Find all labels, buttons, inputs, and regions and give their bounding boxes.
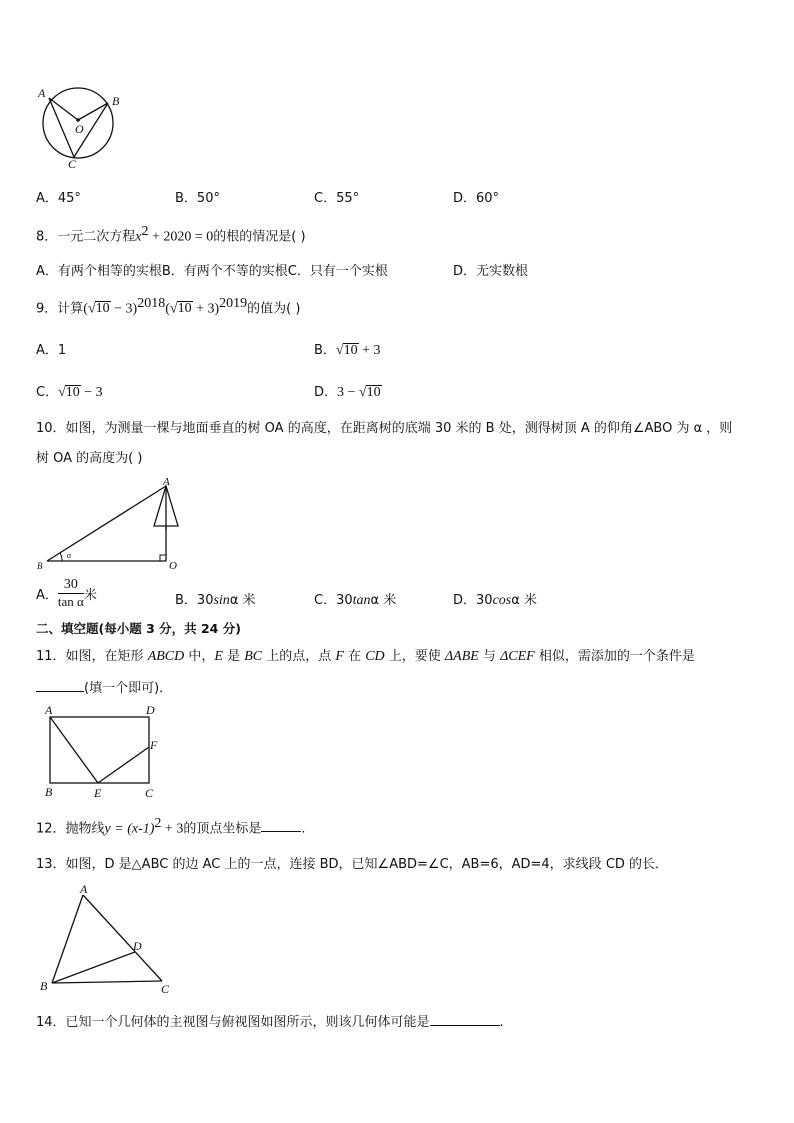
q9-rest1: − 3) [110,301,138,317]
option-label: A． [36,588,58,603]
q10-option-d [453,589,537,609]
q8-suffix: 的根的情况是( ) [213,229,306,245]
q9-option-c [36,381,103,401]
trig-fn: sin [213,593,230,608]
label-C: C [145,786,154,800]
label-E: E [94,786,102,800]
option-label: C．30 [314,593,353,608]
q12-stem [36,816,305,837]
q9-option-a: A．1 [36,343,67,358]
trig-fn: tan [352,593,371,608]
q12-suffix: 的顶点坐标是 [183,821,262,837]
q10-option-c [314,589,396,609]
q9-prefix: 9．计算 [36,301,84,317]
q8-options-abc: A．有两个相等的实根B．有两个不等的实根C．只有一个实根 [36,264,388,279]
option-label: D．30 [453,593,493,608]
q9-exp2: 2019 [219,296,248,311]
q12-eq: y = (x-1) [104,821,155,837]
q13-stem: 13．如图，D 是△ABC 的边 AC 上的一点，连接 BD，已知∠ABD=∠C，AB=6，AD=4，求线段 CD 的长． [36,857,669,872]
q11-text: 相似，需添加的一个条件是 [534,649,695,664]
q9-option-b [314,339,381,359]
option-label: C． [36,385,59,400]
option-rest: α 米 [370,593,397,608]
q9-exp1: 2018 [137,296,166,311]
q8-exp: 2 [141,224,149,239]
q11-var: ΔCEF [500,649,535,664]
q11-text: 11．如图，在矩形 [36,649,148,664]
label-B: B [45,785,53,799]
label-F: F [150,738,158,752]
q11-var: CD [365,649,385,664]
trig-fn: cos [492,593,512,608]
q12-eq-rest: + 3 [161,821,184,837]
q9-suffix: 的值为( ) [247,301,301,317]
q9-stem [36,296,300,317]
q14-text: 14．已知一个几何体的主视图与俯视图如图所示，则该几何体可能是 [36,1015,430,1030]
circle-figure [36,86,126,171]
q11-text: 在 [343,649,366,664]
q9-option-d [314,381,382,401]
numerator: 30 [58,577,84,594]
option-pre: 3 − [337,385,359,400]
label-O: O [75,122,84,136]
option-rest: α 米 [229,593,256,608]
label-D: D [146,703,155,717]
q11-text: 上的点，点 [262,649,336,664]
q7-option-c: C．55° [314,191,360,206]
denominator: tan α [57,594,84,609]
label-A: A [45,703,53,717]
q9-rad1: 10 [95,301,110,317]
option-label: B． [314,343,336,358]
answer-blank[interactable] [36,679,84,692]
q11-text: (填一个即可)． [84,681,173,696]
label-D: D [133,939,142,953]
q11-var: F [335,649,344,664]
radicand: 10 [65,385,80,400]
sqrt-symbol: √ [87,301,96,317]
q8-prefix: 8．一元二次方程 [36,229,136,245]
label-A: A [80,882,88,896]
q7-option-b: B．50° [175,191,220,206]
label-C: C [161,982,170,996]
q8-var: x [135,229,142,245]
q10-line2: 树 OA 的高度为( ) [36,451,143,466]
q11-var: ΔABE [444,649,479,664]
q9-rad2: 10 [177,301,192,317]
q10-option-a [36,577,97,610]
q9-paren2: ( [165,301,170,317]
label-B: B [40,979,48,993]
option-rest: α 米 [511,593,537,608]
sqrt-symbol: √ [58,385,66,400]
q10-line1: 10．如图，为测量一棵与地面垂直的树 OA 的高度，在距离树的底端 30 米的 B 处，测得树顶 A 的仰角∠ABO 为 α ，则 [36,421,733,436]
radicand: 10 [366,385,381,400]
answer-blank[interactable] [430,1013,500,1026]
radicand: 10 [343,343,358,358]
option-label: B．30 [175,593,214,608]
sqrt-symbol: √ [169,301,178,317]
rectangle-figure [36,700,176,800]
label-B: B [37,561,43,571]
q12-prefix: 12．抛物线 [36,821,105,837]
q9-paren: ( [83,301,88,317]
sqrt-symbol: √ [335,343,344,358]
q8-stem [36,224,306,245]
label-alpha: α [67,551,72,560]
q14-stem [36,1011,504,1030]
q8-option-d: D．无实数根 [453,264,529,279]
q11-var: BC [244,649,263,664]
q7-option-d: D．60° [453,191,500,206]
label-A: A [163,476,170,488]
option-rest: + 3 [358,343,381,358]
q11-text: 上，要使 [384,649,445,664]
q11-text: 中， [184,649,215,664]
option-label: D． [314,385,338,400]
q12-exp: 2 [154,816,162,831]
option-rest: − 3 [80,385,103,400]
q11-text: 是 [222,649,245,664]
label-B: B [112,94,120,108]
unit: 米 [83,588,97,603]
q11-var: ABCD [147,649,185,664]
sqrt-symbol: √ [358,385,367,400]
q8-eq: + 2020 = 0 [148,229,214,245]
q12-end: . [301,821,306,837]
label-C: C [68,157,77,171]
q11-line1 [36,645,695,665]
tree-triangle-figure [36,476,196,576]
q11-var: E [214,649,223,664]
label-A: A [38,86,46,100]
triangle-figure [36,880,186,995]
section-heading: 二、填空题(每小题 3 分，共 24 分) [36,621,241,636]
q9-rest2: + 3) [192,301,220,317]
q14-end: . [499,1015,504,1030]
q11-text: 与 [478,649,501,664]
label-O: O [169,560,177,572]
q11-line2 [36,677,172,696]
q10-option-b [175,589,256,609]
answer-blank[interactable] [261,819,301,832]
fraction [58,577,84,610]
q7-option-a: A．45° [36,191,81,206]
